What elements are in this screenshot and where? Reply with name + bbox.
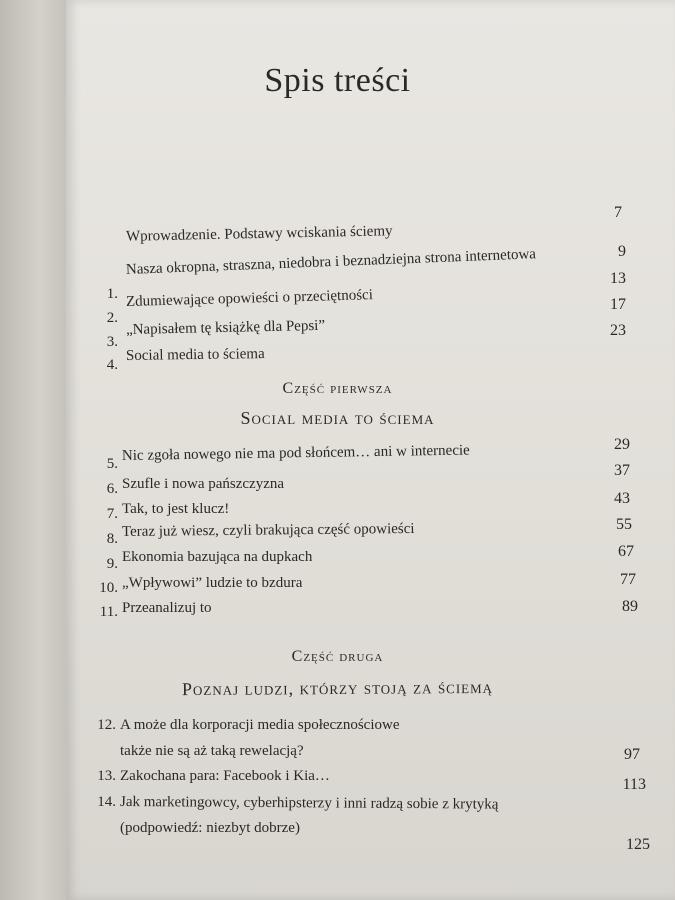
toc-entry-chapter-7: Tak, to jest klucz!	[122, 501, 230, 517]
part-label: Część pierwsza	[282, 380, 393, 397]
page-number: 125	[626, 836, 650, 853]
chapter-number: 2.	[106, 310, 118, 326]
chapter-number: 10.	[99, 580, 118, 596]
page-number: 9	[618, 243, 626, 260]
toc-entry-chapter-3: „Napisałem tę książkę dla Pepsi”	[125, 317, 326, 338]
chapter-number: 4.	[106, 357, 118, 373]
toc-entry-chapter-1: Nasza okropna, straszna, niedobra i beznadziejna strona internetowa	[125, 246, 537, 278]
chapter-number: 11.	[99, 604, 118, 620]
chapter-number: 5.	[106, 456, 118, 472]
page-title: Spis treści	[264, 62, 411, 99]
toc-entry-chapter-13: Zakochana para: Facebook i Kia…	[120, 768, 330, 784]
toc-entry-chapter-12: A może dla korporacji media społecznościowe	[120, 717, 400, 733]
toc-entry-chapter-6: Szufle i nowa pańszczyzna	[122, 476, 285, 492]
toc-entry-chapter-14-continued: (podpowiedź: niezbyt dobrze)	[120, 820, 300, 836]
chapter-number: 7.	[106, 506, 118, 522]
chapter-number: 8.	[106, 531, 118, 547]
page-number: 17	[610, 296, 626, 313]
page-number: 7	[614, 204, 622, 221]
page-number: 97	[624, 746, 640, 763]
chapter-number: 13.	[97, 768, 116, 784]
toc-entry-chapter-2: Zdumiewające opowieści o przeciętności	[125, 287, 374, 310]
page-number: 37	[614, 462, 630, 479]
toc-entry-chapter-4: Social media to ściema	[125, 346, 265, 364]
page-number: 13	[610, 270, 626, 287]
part-label: Część druga	[291, 648, 384, 665]
chapter-number: 9.	[106, 556, 118, 572]
chapter-number: 6.	[106, 481, 118, 497]
page-number: 113	[622, 776, 646, 793]
page-number: 55	[616, 516, 632, 533]
chapter-number: 3.	[106, 334, 118, 350]
toc-entry-chapter-10: „Wpływowi” ludzie to bzdura	[122, 575, 303, 591]
page-number: 29	[614, 436, 630, 453]
chapter-number: 12.	[97, 717, 116, 733]
page-number: 43	[614, 490, 630, 507]
toc-entry-introduction: Wprowadzenie. Podstawy wciskania ściemy	[125, 223, 393, 245]
part-title: Poznaj ludzi, którzy stoją za ściemą	[181, 676, 494, 700]
chapter-number: 1.	[106, 286, 118, 302]
toc-entry-chapter-9: Ekonomia bazująca na dupkach	[122, 549, 313, 565]
page-number: 67	[618, 543, 634, 560]
book-spine-shadow	[0, 0, 66, 900]
toc-entry-chapter-8: Teraz już wiesz, czyli brakująca część opowieści	[121, 520, 415, 540]
part-title: Social media to ściema	[240, 408, 435, 428]
chapter-number: 14.	[97, 794, 116, 810]
page-number: 89	[622, 598, 638, 615]
page-number: 77	[620, 571, 636, 588]
toc-entry-chapter-12-continued: także nie są aż taką rewelacją?	[120, 743, 304, 759]
toc-entry-chapter-5: Nic zgoła nowego nie ma pod słońcem… ani w internecie	[121, 442, 470, 464]
page-number: 23	[610, 322, 626, 339]
toc-entry-chapter-14: Jak marketingowcy, cyberhipsterzy i inni radzą sobie z krytyką	[119, 794, 499, 813]
toc-entry-chapter-11: Przeanalizuj to	[122, 600, 212, 616]
